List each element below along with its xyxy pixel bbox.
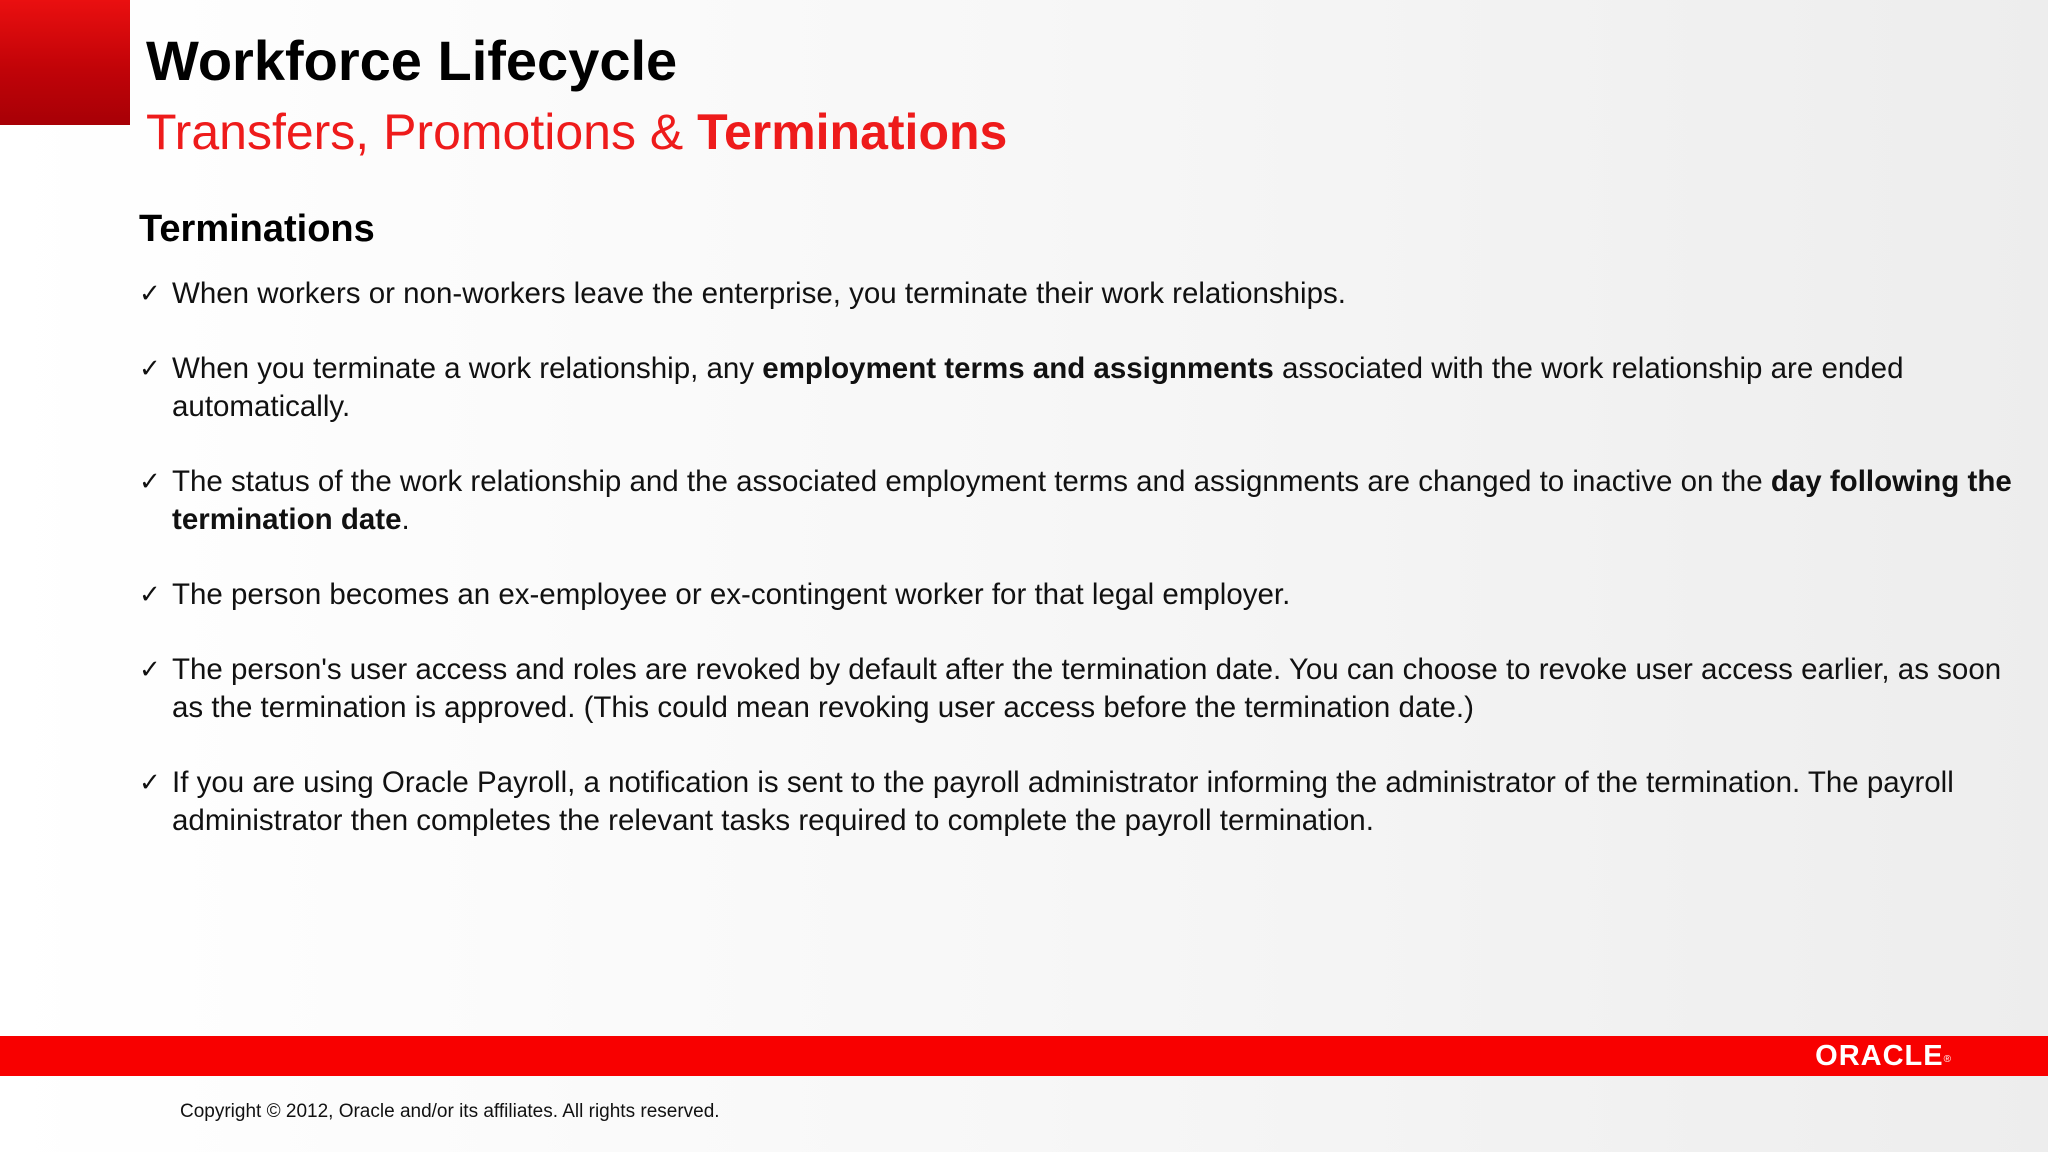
slide-subtitle: [146, 97, 1007, 167]
bullet-text: When workers or non-workers leave the enterprise, you terminate their work relationships.: [172, 277, 1346, 310]
checkmark-icon: ✓: [139, 279, 161, 309]
bullet-text: When you terminate a work relationship, any: [172, 352, 763, 385]
bullet-list: [139, 275, 2019, 877]
copyright-notice: Copyright © 2012, Oracle and/or its affiliates. All rights reserved.: [180, 1101, 720, 1122]
checkmark-icon: ✓: [139, 768, 161, 798]
checkmark-icon: ✓: [139, 580, 161, 610]
corner-accent-block: [0, 0, 130, 125]
bullet-item-6: [139, 764, 2019, 840]
footer-red-band: [0, 1036, 2048, 1076]
bullet-text: The person becomes an ex-employee or ex-contingent worker for that legal employer.: [172, 578, 1291, 611]
slide-title: Workforce Lifecycle: [146, 29, 678, 92]
bullet-text: The person's user access and roles are revoked by default after the termination date. You can choose to revoke user access earlier, as soon as the termination is approved. (This could mean revoking user access before the termination date.): [172, 653, 2002, 724]
checkmark-icon: ✓: [139, 467, 161, 497]
subtitle-bold-text: Terminations: [697, 104, 1008, 160]
section-heading: Terminations: [139, 208, 375, 250]
checkmark-icon: ✓: [139, 655, 161, 685]
bullet-item-4: [139, 576, 2019, 614]
bullet-item-3: [139, 463, 2019, 539]
subtitle-regular-text: Transfers, Promotions &: [146, 104, 698, 160]
bullet-text: associated with the work relationship are ended automatically.: [172, 352, 1904, 423]
bullet-item-5: [139, 651, 2019, 727]
bullet-text: The status of the work relationship and the associated employment terms and assignments are changed to inactive on the: [172, 465, 1771, 498]
oracle-logo: [1815, 1039, 1952, 1073]
bullet-item-2: [139, 350, 2019, 426]
bullet-item-1: [139, 275, 2019, 313]
oracle-logo-text: ORACLE: [1815, 1040, 1944, 1072]
bullet-text: .: [401, 503, 410, 536]
registered-mark: ®: [1943, 1054, 1952, 1065]
bullet-emphasis: day following the termination date: [172, 465, 2012, 536]
bullet-emphasis: employment terms and assignments: [762, 352, 1274, 385]
bullet-text: If you are using Oracle Payroll, a notification is sent to the payroll administrator informing the administrator of the termination. The payroll administrator then completes the relevant tasks required to complete the payroll termination.: [172, 766, 1954, 837]
checkmark-icon: ✓: [139, 354, 161, 384]
